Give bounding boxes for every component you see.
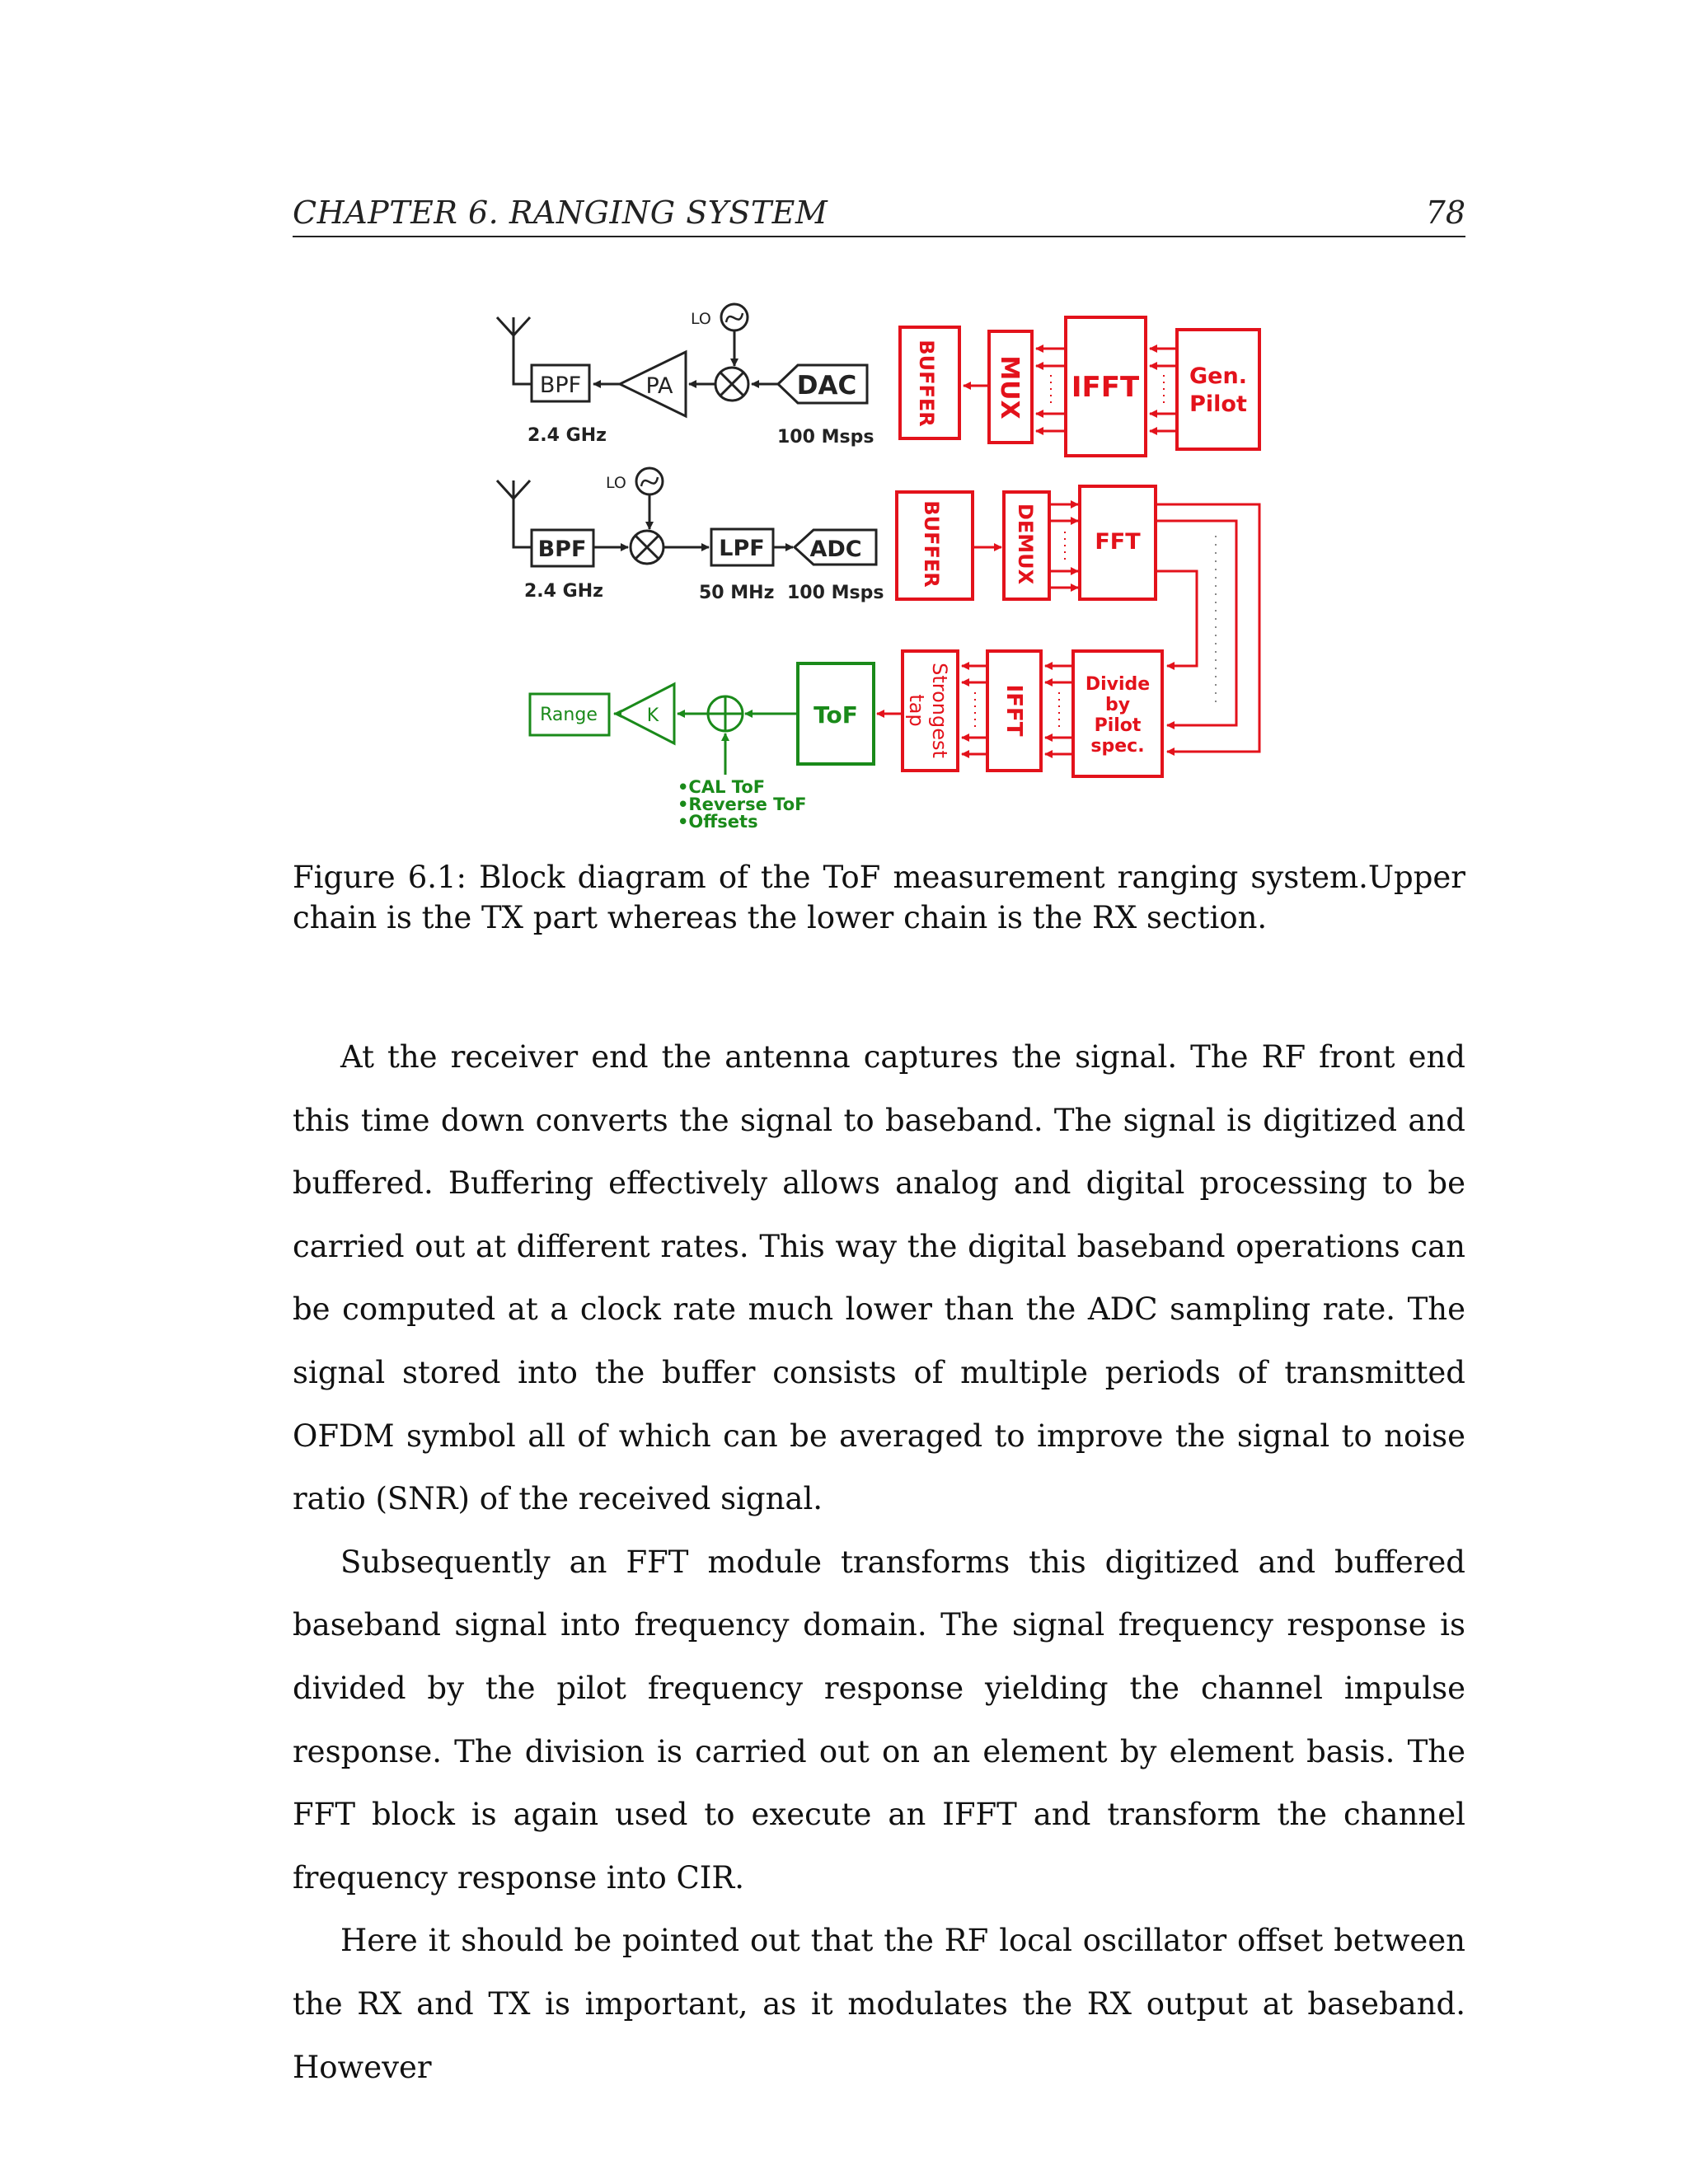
block-diagram: [0, 0, 1688, 857]
gen-pilot-block: [1177, 330, 1259, 449]
rx-demux-block: [1004, 492, 1049, 599]
tx-rate-label: 100 Msps: [777, 427, 874, 448]
correction-cal-tof: •CAL ToF: [678, 777, 766, 797]
tx-ifft-label: IFFT: [1071, 371, 1140, 404]
strongest-tap-block: [903, 651, 958, 771]
tx-mixer-icon: [715, 368, 748, 401]
rx-adc-label: ADC: [809, 537, 862, 562]
range-label: Range: [540, 705, 598, 725]
tof-block: [798, 663, 874, 764]
rx-bpf-label: BPF: [537, 537, 587, 562]
tx-lo-label: LO: [691, 310, 711, 328]
tx-ifft-block: [1066, 317, 1146, 456]
rx-adc-block: [795, 530, 876, 565]
rx-buffer-block: [897, 492, 973, 599]
divide-line2: by: [1104, 695, 1131, 715]
tx-buffer-label: BUFFER: [915, 340, 938, 427]
strongest-line2: tap: [905, 694, 928, 727]
rx-fft-label: FFT: [1095, 529, 1141, 555]
rx-fft-block: [1080, 486, 1156, 599]
divide-line3: Pilot: [1094, 715, 1142, 736]
divide-by-pilot-block: [1073, 651, 1162, 776]
rx-mixer-icon: [631, 531, 663, 564]
divide-line4: spec.: [1090, 736, 1145, 757]
proc-ifft-label: IFFT: [1001, 684, 1026, 737]
tx-buffer-block: [900, 327, 959, 438]
tof-label: ToF: [814, 701, 858, 729]
rx-antenna-icon: [497, 480, 532, 547]
tx-pa-label: PA: [645, 373, 673, 399]
divide-line1: Divide: [1085, 674, 1151, 695]
paragraph: Subsequently an FFT module transforms this digitized and buffered baseband signal into frequency domain. The signal frequency response is divided by the pilot frequency response yielding the channel impulse response. The division is carried out on an element by element basis. The FFT block is again used to execute an IFFT and transform the channel frequency response into CIR.: [293, 1544, 1465, 1896]
tx-dac-block: [778, 365, 867, 403]
gen-pilot-line2: Pilot: [1189, 391, 1247, 417]
body-text: [293, 1026, 1465, 2099]
rx-frequency-label: 2.4 GHz: [524, 581, 603, 602]
summing-junction-icon: [708, 696, 743, 731]
figure-caption: Figure 6.1: Block diagram of the ToF measurement ranging system.Upper chain is the TX part whereas the lower chain is the RX section.: [293, 860, 1465, 935]
rx-lpf-label: LPF: [719, 536, 765, 561]
tx-mux-label: MUX: [995, 355, 1024, 419]
range-output-block: [530, 694, 609, 735]
rx-lo-oscillator-icon: [606, 468, 663, 529]
rx-bpf-block: [532, 530, 593, 566]
correction-offsets: •Offsets: [678, 812, 758, 832]
tx-dac-label: DAC: [796, 371, 857, 401]
chapter-title: CHAPTER 6. RANGING SYSTEM: [293, 194, 828, 231]
tx-antenna-icon: [497, 317, 532, 384]
rx-lo-label: LO: [606, 474, 626, 492]
strongest-line1: Strongest: [928, 663, 951, 758]
paragraph: Here it should be pointed out that the RF local oscillator offset between the RX and TX is important, as it modulates the RX output at baseband. However: [293, 1923, 1465, 2085]
tx-bpf-block: [532, 365, 589, 401]
paragraph: At the receiver end the antenna captures the signal. The RF front end this time down converts the signal to baseband. The signal is digitized and buffered. Buffering effectively allows analog and digital processing to be carried out at different rates. This way the digital baseband operations can be computed at a clock rate much lower than the ADC sampling rate. The signal stored into the buffer consists of multiple periods of transmitted OFDM symbol all of which can be averaged to improve the signal to noise ratio (SNR) of the received signal.: [293, 1039, 1465, 1517]
tx-lo-oscillator-icon: [691, 304, 748, 366]
tx-mux-block: [989, 331, 1032, 443]
rx-lpf-bandwidth-label: 50 MHz: [699, 583, 775, 603]
rx-buffer-label: BUFFER: [920, 500, 943, 588]
rx-lpf-block: [711, 529, 773, 565]
rx-demux-label: DEMUX: [1014, 503, 1037, 585]
gen-pilot-line1: Gen.: [1189, 363, 1247, 389]
correction-reverse-tof: •Reverse ToF: [678, 794, 807, 814]
page-number: 78: [1425, 194, 1465, 231]
tx-bpf-label: BPF: [539, 373, 582, 398]
rx-rate-label: 100 Msps: [787, 583, 884, 603]
gain-label: K: [646, 705, 659, 726]
proc-ifft-block: [987, 651, 1041, 771]
gain-k-block: [617, 684, 674, 743]
tx-pa-block: [620, 352, 686, 416]
tx-frequency-label: 2.4 GHz: [528, 425, 607, 446]
